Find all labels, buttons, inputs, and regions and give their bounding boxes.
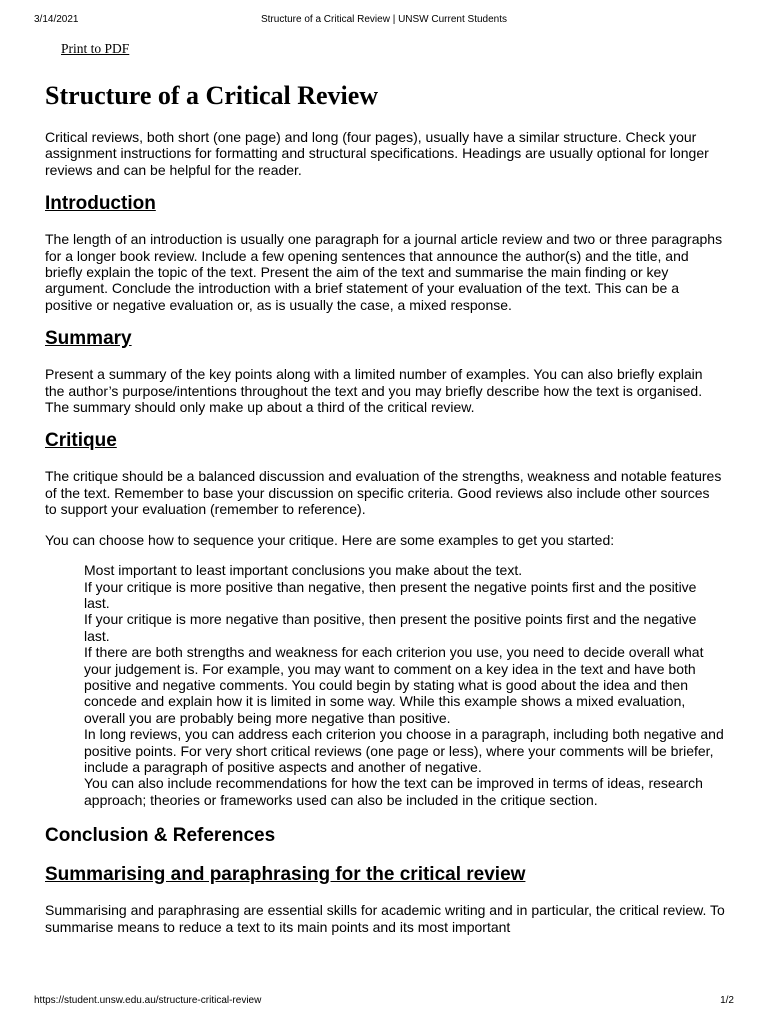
list-item: In long reviews, you can address each criterion you choose in a paragraph, including both negative and positive points. For very short critical reviews (one page or less), where your comments will be briefer, include a paragraph of positive aspects and another of negative. <box>84 726 724 775</box>
list-item: If your critique is more negative than positive, then present the positive points first and the negative last. <box>84 611 697 644</box>
intro-paragraph: Critical reviews, both short (one page) and long (four pages), usually have a similar structure. Check your assignment instructions for formatting and structural specifications. Headings are usually optional for longer reviews and can be helpful for the reader. <box>45 129 709 178</box>
article-content <box>45 40 725 988</box>
print-footer <box>34 995 734 1009</box>
section-heading-summary: Summary <box>45 328 132 350</box>
list-item: You can also include recommendations for how the text can be improved in terms of ideas, research approach; theories or frameworks used can also be included in the critique section. <box>84 775 703 808</box>
list-item: If your critique is more positive than negative, then present the negative points first and the positive last. <box>84 578 697 611</box>
section-heading-summarising: Summarising and paraphrasing for the critical review <box>45 864 526 886</box>
critique-paragraph: The critique should be a balanced discussion and evaluation of the strengths, weakness and notable features of the text. Remember to base your discussion on specific criteria. Good reviews also include other sources to support your evaluation (remember to reference). <box>45 468 722 518</box>
summarising-paragraph: Summarising and paraphrasing are essential skills for academic writing and in particular, the critical review. To summarise means to reduce a text to its main points and its most important <box>45 902 725 935</box>
introduction-paragraph: The length of an introduction is usually one paragraph for a journal article review and two or three paragraphs for a longer book review. Include a few opening sentences that announce the author(s) and the title, and briefly explain the topic of the text. Present the aim of the text and summarise the main finding or key argument. Conclude the introduction with a brief statement of your evaluation of the text. This can be a positive or negative evaluation or, as is usually the case, a mixed response. <box>45 231 723 313</box>
print-header <box>34 14 734 28</box>
critique-sequence-intro: You can choose how to sequence your critique. Here are some examples to get you started: <box>45 531 615 548</box>
critique-sequence-list <box>45 562 725 808</box>
print-url: https://student.unsw.edu.au/structure-critical-review <box>34 995 262 1006</box>
print-date: 3/14/2021 <box>34 14 79 25</box>
print-to-pdf-link[interactable]: Print to PDF <box>61 41 130 56</box>
summary-paragraph: Present a summary of the key points along with a limited number of examples. You can also briefly explain the author’s purpose/intentions throughout the text and you may briefly describe how the text is organised. The summary should only make up about a third of the critical review. <box>45 366 703 416</box>
section-heading-conclusion: Conclusion & References <box>45 825 276 847</box>
page-title: Structure of a Critical Review <box>45 81 379 110</box>
print-page-number: 1/2 <box>720 995 734 1006</box>
print-page-title: Structure of a Critical Review | UNSW Current Students <box>260 14 507 25</box>
section-heading-critique: Critique <box>45 430 117 452</box>
section-heading-introduction: Introduction <box>45 193 156 215</box>
list-item: If there are both strengths and weakness for each criterion you use, you need to decide overall what your judgement is. For example, you may want to comment on a key idea in the text and have both positive and negative comments. You could begin by stating what is good about the idea and then concede and explain how it is limited in some way. While this example shows a mixed evaluation, overall you are probably being more negative than positive. <box>84 644 704 726</box>
list-item: Most important to least important conclusions you make about the text. <box>84 562 523 579</box>
